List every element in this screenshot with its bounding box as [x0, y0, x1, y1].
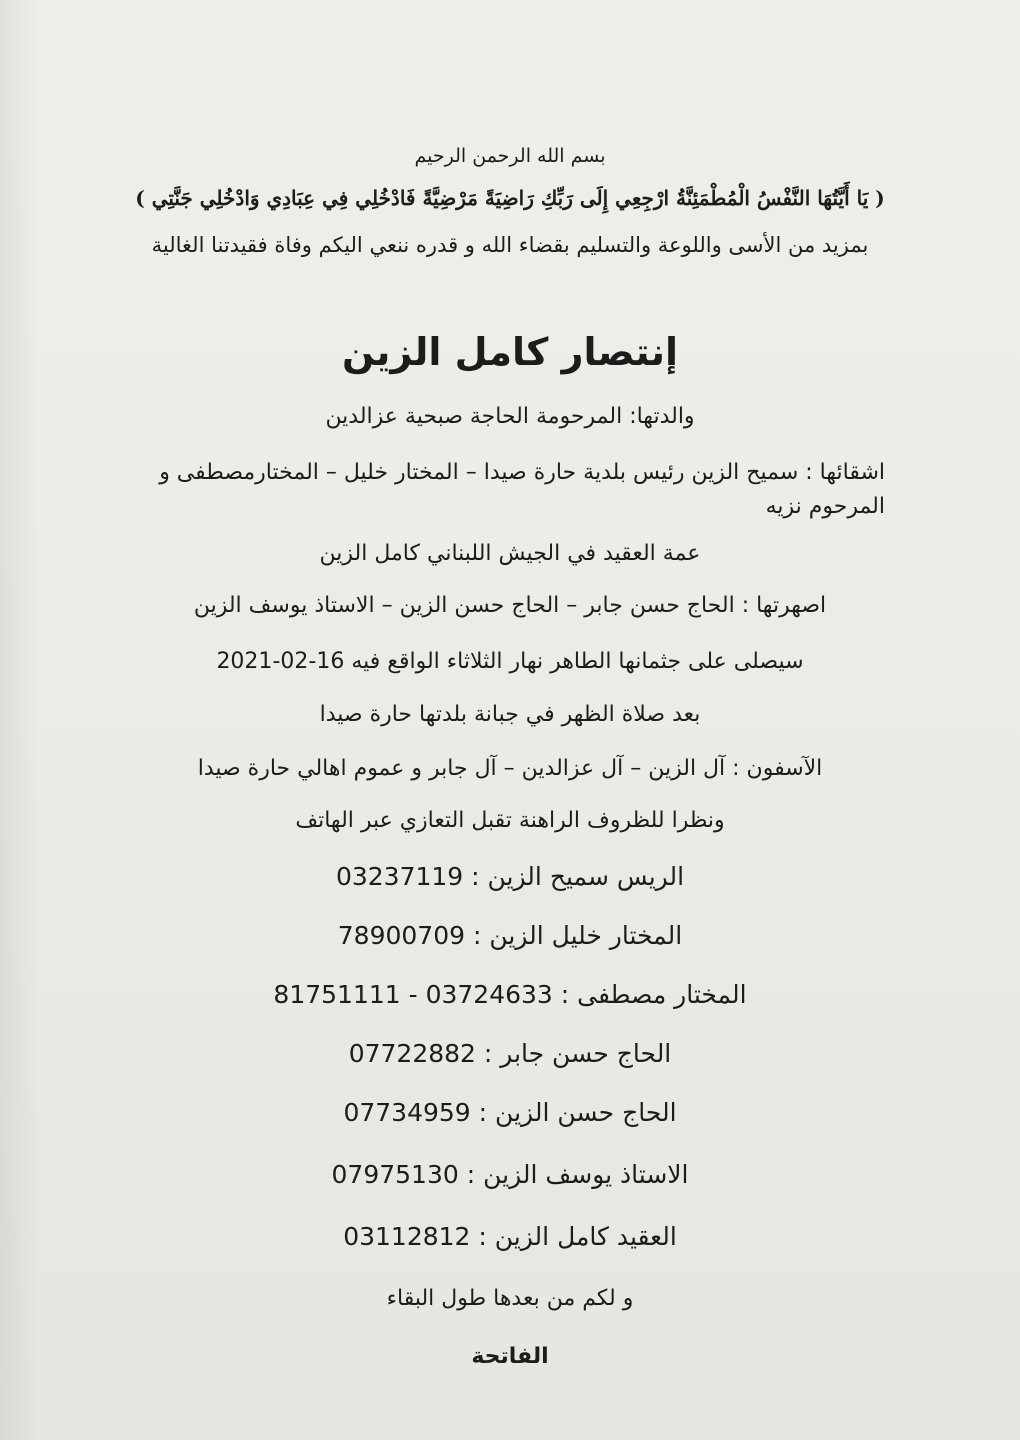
funeral-prayer-line: سيصلى على جثمانها الطاهر نهار الثلاثاء الواقع فيه 16-02-2021: [216, 649, 804, 674]
contact-phone: 07734959: [343, 1098, 471, 1127]
deceased-name: إنتصار كامل الزين: [341, 330, 679, 374]
burial-line: بعد صلاة الظهر في جبانة بلدتها حارة صيدا: [319, 702, 701, 727]
siblings-line: اشقائها : سميح الزين رئيس بلدية حارة صيدا – المختار خليل – المختارمصطفى و المرحوم نزيه: [159, 460, 885, 519]
contact-phone: 07975130: [331, 1160, 459, 1189]
contact-row: [60, 921, 960, 950]
contact-phone: 81751111 - 03724633: [273, 980, 553, 1009]
contact-row: [60, 980, 960, 1009]
contact-row: [60, 1039, 960, 1068]
contact-label: المختار مصطفى :: [560, 980, 747, 1009]
mourners-line: الآسفون : آل الزين – آل عزالدين – آل جابر و عموم اهالي حارة صيدا: [197, 756, 823, 781]
fatiha-line: الفاتحة: [471, 1344, 549, 1369]
aunt-line: عمة العقيد في الجيش اللبناني كامل الزين: [319, 541, 701, 566]
in-laws-line: اصهرتها : الحاج حسن جابر – الحاج حسن الزين – الاستاذ يوسف الزين: [193, 593, 827, 618]
mother-line: والدتها: المرحومة الحاجة صبحية عزالدين: [325, 404, 695, 429]
contact-phone: 07722882: [348, 1039, 476, 1068]
contact-label: العقيد كامل الزين :: [478, 1222, 677, 1251]
contact-row: [60, 862, 960, 891]
closing-line: و لكم من بعدها طول البقاء: [386, 1286, 634, 1311]
contact-phone: 03112812: [343, 1222, 471, 1251]
contact-phone: 78900709: [337, 921, 466, 950]
contact-row: [60, 1160, 960, 1189]
contact-label: المختار خليل الزين :: [472, 921, 683, 950]
announcement-intro: بمزيد من الأسى واللوعة والتسليم بقضاء الله و قدره ننعي اليكم وفاة فقيدتنا الغالية: [151, 233, 869, 257]
contact-label: الحاج حسن الزين :: [478, 1098, 677, 1127]
quran-verse: ( يَا أَيَّتُهَا النَّفْسُ الْمُطْمَئِنَّةُ ارْجِعِي إِلَى رَبِّكِ رَاضِيَةً مَرْضِيَّةً فَادْخُلِي فِي عِبَادِي وَادْخُلِي جَنَّتِي ): [135, 186, 885, 210]
contact-phone: 03237119: [335, 862, 464, 891]
contact-row: [60, 1222, 960, 1251]
contact-label: الحاج حسن جابر :: [483, 1039, 672, 1068]
contact-label: الاستاذ يوسف الزين :: [466, 1160, 689, 1189]
page-shadow: [0, 0, 40, 1440]
condolence-note: ونظرا للظروف الراهنة تقبل التعازي عبر الهاتف: [295, 808, 725, 833]
basmala: بسم الله الرحمن الرحيم: [414, 145, 606, 167]
contact-label: الريس سميح الزين :: [471, 862, 685, 891]
contact-row: [60, 1098, 960, 1127]
